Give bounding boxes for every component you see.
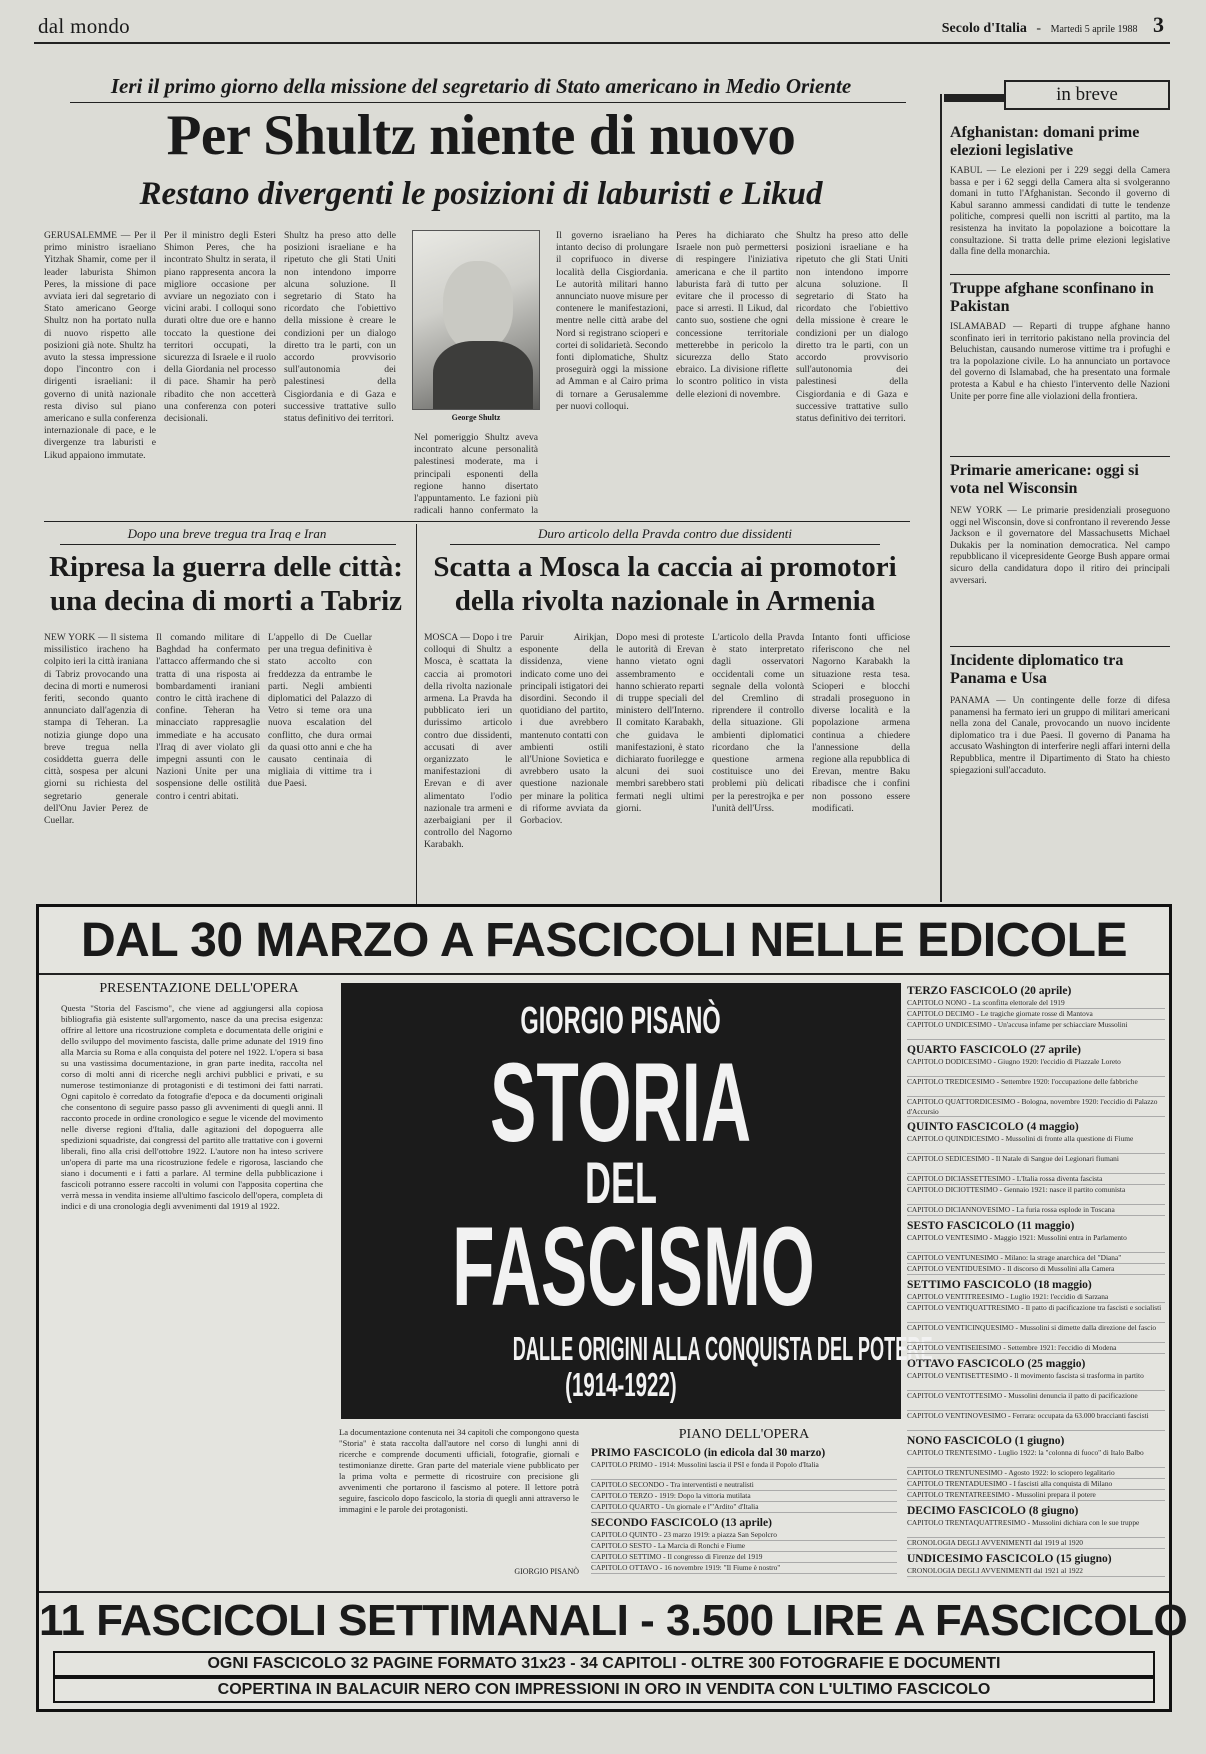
lead-headline: Per Shultz niente di nuovo	[166, 104, 796, 167]
plan-left-chapter-0-1: CAPITOLO SECONDO - Tra interventisti e neutralisti	[591, 1480, 897, 1491]
plan-left-chapter-0-2: CAPITOLO TERZO - 1919: Dopo la vittoria mutilata	[591, 1491, 897, 1502]
plan-left-column	[591, 1443, 897, 1583]
plan-right-column	[907, 981, 1165, 1585]
lead-col-7: Shultz ha preso atto delle posizioni israeliane e ha ripetuto che gli Stati Uniti non intendono imporre alcuna soluzione. Il segretario di Stato ha ricordato che l'obiettivo della missione è creare le condizioni per un dialogo diretto tra le parti, con un accordo provvisorio sull'autonomia dei palestinesi della Cisgiordania e di Gaza e successive trattative sullo status definitivo dei territori.	[796, 230, 908, 425]
plan-right-chapter-0-1: CAPITOLO DECIMO - Le tragiche giornate rosse di Mantova	[907, 1009, 1165, 1020]
plan-right-fascicle-4-head: SETTIMO FASCICOLO (18 maggio)	[907, 1279, 1092, 1291]
mosca-headline-line-2: della rivolta nazionale in Armenia	[454, 585, 876, 617]
mosca-col-5: Intanto fonti ufficiose riferiscono che nel Nagorno Karabakh la situazione resta tesa. Scioperi e blocchi stradali proseguono in diverse località e la popolazione armena continua a chiedere l'annessione della regione alla repubblica di Erevan, mentre Baku ribadisce che i confini non possono essere modificati.	[812, 632, 910, 814]
plan-right-chapter-5-0: CAPITOLO VENTISETTESIMO - Il movimento fascista si trasforma in partito	[907, 1371, 1165, 1391]
plan-right-fascicle-3-head: SESTO FASCICOLO (11 maggio)	[907, 1220, 1075, 1232]
briefs-title-box	[1004, 80, 1170, 110]
iraq-kicker-rule	[60, 544, 396, 545]
iraq-headline-line-1: Ripresa la guerra delle città:	[49, 551, 403, 583]
plan-right-fascicle-8-head: UNDICESIMO FASCICOLO (15 giugno)	[907, 1553, 1112, 1565]
plan-right-chapter-2-3: CAPITOLO DICIOTTESIMO - Gennaio 1921: nasce il partito comunista	[907, 1185, 1165, 1205]
plan-right-chapter-3-0: CAPITOLO VENTESIMO - Maggio 1921: Mussolini entra in Parlamento	[907, 1233, 1165, 1253]
book-title-3: FASCISMO	[452, 1204, 815, 1329]
brief-rule-1	[950, 274, 1170, 275]
plan-left-chapter-0-0: CAPITOLO PRIMO - 1914: Mussolini lascia il PSI e fonda il Popolo d'Italia	[591, 1460, 897, 1480]
plan-right-chapter-2-0: CAPITOLO QUINDICESIMO - Mussolini di fronte alla questione di Fiume	[907, 1134, 1165, 1154]
shultz-photo	[412, 230, 540, 410]
book-title-1: STORIA	[490, 1040, 752, 1165]
brief-1-head: Afghanistan: domani prime elezioni legislative	[950, 124, 1140, 159]
book-title-2: DEL	[585, 1151, 657, 1216]
iraq-headline-line-2: una decina di morti a Tabriz	[49, 585, 403, 617]
plan-right-fascicle-7-head: DECIMO FASCICOLO (8 giugno)	[907, 1505, 1079, 1517]
plan-right-chapter-4-2: CAPITOLO VENTICINQUESIMO - Mussolini si dimette dalla direzione del fascio	[907, 1323, 1165, 1343]
mosca-col-2: Paruir Airikjan, esponente della dissidenza, viene indicato come uno dei principali istigatori dei disordini. Secondo il quotidiano del partito, i due avrebbero mantenuto contatti con ambienti ostili all'Unione Sovietica e avrebbero usato la questione nazionale per minare la politica di riforme avviata da Gorbaciov.	[520, 632, 608, 827]
plan-left-fascicle-0-head: PRIMO FASCICOLO (in edicola dal 30 marzo)	[591, 1447, 826, 1459]
ad-bottom-rule	[39, 1591, 1169, 1593]
lead-col-2: Per il ministro degli Esteri Shimon Peres, che ha incontrato Shultz in serata, il piano rappresenta ancora la migliore occasione per avviare un negoziato con i vicini arabi. I colloqui sono durati oltre due ore e hanno toccato la questione dei territori occupati, la sicurezza di Israele e il ruolo della Giordania nel processo di pace. Shamir ha però ribadito che non accetterà una conferenza con poteri decisionali.	[164, 230, 276, 425]
brief-3-head: Primarie americane: oggi si vota nel Wisconsin	[950, 462, 1139, 497]
plan-right-chapter-4-1: CAPITOLO VENTIQUATTRESIMO - Il patto di pacificazione tra fascisti e socialisti	[907, 1303, 1165, 1323]
brief-rule-2	[950, 456, 1170, 457]
mosca-kicker: Duro articolo della Pravda contro due dissidenti	[538, 526, 792, 541]
plan-left-chapter-1-1: CAPITOLO SESTO - La Marcia di Ronchi e Fiume	[591, 1541, 897, 1552]
advertisement	[36, 904, 1188, 1712]
ad-note-signature: GIORGIO PISANÒ	[514, 1567, 579, 1576]
mosca-col-3: Dopo mesi di proteste le autorità di Erevan hanno vietato ogni assembramento e hanno schierato reparti di truppe speciali del ministero dell'Interno. Il comitato Karabakh, che guidava le manifestazioni, è stato dichiarato fuorilegge e alcuni dei suoi membri sarebbero stati fermati negli ultimi giorni.	[616, 632, 704, 814]
ad-note-text: La documentazione contenuta nei 34 capitoli che compongono questa "Storia" è stata raccolta dall'autore nel corso di lunghi anni di ricerche e comprende documenti ufficiali, fotografie, giornali e testimonianze dirette. Gran parte del materiale viene pubblicato per la prima volta e permette di ricostruire con precisione gli avvenimenti che portarono il fascismo al potere. Il lettore potrà seguire, fascicolo dopo fascicolo, la storia di quegli anni attraverso le immagini e le parole dei protagonisti.	[339, 1427, 579, 1514]
paper-name: Secolo d'Italia	[941, 21, 1027, 36]
plan-right-fascicle-6-head: NONO FASCICOLO (1 giugno)	[907, 1435, 1065, 1447]
brief-2-head: Truppe afghane sconfinano in Pakistan	[950, 280, 1154, 315]
mosca-kicker-rule	[450, 544, 880, 545]
page-number: 3	[1153, 12, 1164, 37]
plan-right-chapter-1-1: CAPITOLO TREDICESIMO - Settembre 1920: l'occupazione delle fabbriche	[907, 1077, 1165, 1097]
book-subtitle: DALLE ORIGINI ALLA CONQUISTA DEL POTERE	[512, 1330, 933, 1367]
briefs-title: in breve	[1056, 84, 1118, 105]
plan-right-chapter-6-0: CAPITOLO TRENTESIMO - Luglio 1922: la "colonna di fuoco" di Italo Balbo	[907, 1448, 1165, 1468]
vertical-divider	[416, 524, 417, 904]
mosca-col-1: MOSCA — Dopo i tre colloqui di Shultz a Mosca, è scattata la caccia ai promotori della rivolta nazionale armena. La Pravda ha pubblicato ieri un durissimo articolo contro due dissidenti, accusati di aver organizzato le manifestazioni di Erevan e di aver alimentato l'odio nazionale tra armeni e azerbaigiani per il controllo del Nagorno Karabakh.	[424, 632, 512, 851]
plan-right-chapter-6-3: CAPITOLO TRENTATREESIMO - Mussolini prepara il potere	[907, 1490, 1165, 1501]
ad-top-banner: DAL 30 MARZO A FASCICOLI NELLE EDICOLE	[81, 914, 1127, 967]
plan-right-chapter-3-1: CAPITOLO VENTUNESIMO - Milano: la strage anarchica del "Diana"	[907, 1253, 1165, 1264]
brief-2-text: ISLAMABAD — Reparti di truppe afghane hanno sconfinato ieri in territorio pakistano nella provincia del Beluchistan, causando numerose vittime tra i profughi e tra la popolazione civile. Lo ha annunciato un portavoce del governo di Islamabad, che ha presentato una formale protesta a Kabul e ha chiesto l'intervento delle Nazioni Unite per porre fine alle violazioni della frontiera.	[950, 322, 1170, 402]
plan-right-chapter-6-2: CAPITOLO TRENTADUESIMO - I fascisti alla conquista di Milano	[907, 1479, 1165, 1490]
plan-right-chapter-0-0: CAPITOLO NONO - La sconfitta elettorale del 1919	[907, 998, 1165, 1009]
mosca-headline-line-1: Scatta a Mosca la caccia ai promotori	[433, 551, 897, 583]
plan-right-chapter-1-0: CAPITOLO DODICESIMO - Giugno 1920: l'eccidio di Piazzale Loreto	[907, 1057, 1165, 1077]
ad-strip-1: OGNI FASCICOLO 32 PAGINE FORMATO 31x23 - 34 CAPITOLI - OLTRE 300 FOTOGRAFIE E DOCUMENTI	[53, 1651, 1155, 1677]
ad-bottom-banner: 11 FASCICOLI SETTIMANALI - 3.500 LIRE A FASCICOLO	[39, 1596, 1188, 1645]
plan-right-chapter-2-1: CAPITOLO SEDICESIMO - Il Natale di Sangue dei Legionari fiumani	[907, 1154, 1165, 1174]
presentation-title: PRESENTAZIONE DELL'OPERA	[99, 981, 299, 996]
ad-top-rule	[39, 973, 1169, 975]
presentation-text: Questa "Storia del Fascismo", che viene ad aggiungersi alla copiosa bibliografia già esistente sull'argomento, nasce da una precisa esigenza: offrire al lettore una ricostruzione completa e documentata delle origini e dello sviluppo del movimento fascista, dalle prime adunate del 1919 fino alla Marcia su Roma e alla conquista del potere nel 1922. L'opera si basa su una vastissima documentazione, in gran parte inedita, raccolta nel corso di molti anni di ricerche negli archivi pubblici e privati, e su numerose testimonianze di protagonisti e di testimoni dei fatti narrati. Ogni capitolo è corredato da fotografie d'epoca e da documenti originali che consentono di seguire passo passo gli avvenimenti di quegli anni. Il racconto procede in ordine cronologico e segue le vicende del movimento nelle diverse regioni d'Italia, dalle agitazioni del dopoguerra alle spedizioni squadriste, dai congressi del partito alle trattative con i governi liberali, fino alla crisi dell'ottobre 1922. L'autore non ha inteso scrivere un'opera di parte ma una ricostruzione fedele e rigorosa, lasciando che siano i documenti e i fatti a parlare. Al termine della pubblicazione i fascicoli potranno essere raccolti in volumi con l'apposita copertina che verrà messa in vendita insieme all'ultimo fascicolo dell'opera, completa di indici e di una cronologia degli avvenimenti dal 1919 al 1922.	[61, 1003, 323, 1211]
plan-right-chapter-1-2: CAPITOLO QUATTORDICESIMO - Bologna, novembre 1920: l'eccidio di Palazzo d'Accursio	[907, 1097, 1165, 1117]
plan-right-chapter-5-1: CAPITOLO VENTOTTESIMO - Mussolini denuncia il patto di pacificazione	[907, 1391, 1165, 1411]
plan-left-fascicle-1-head: SECONDO FASCICOLO (13 aprile)	[591, 1517, 772, 1529]
book-years: (1914-1922)	[565, 1366, 677, 1403]
iraq-col-1: NEW YORK — Il sistema missilistico iracheno ha colpito ieri la città iraniana di Tabriz provocando una decina di morti e numerosi feriti, secondo quanto annunciato dall'agenzia di stampa di Teheran. La notizia giunge dopo una breve tregua nella cosiddetta guerra delle città, sospesa per alcuni giorni su richiesta del segretario generale dell'Onu Javier Perez de Cuellar.	[44, 632, 148, 827]
brief-4-head: Incidente diplomatico tra Panama e Usa	[950, 652, 1124, 687]
plan-right-fascicle-1-head: QUARTO FASCICOLO (27 aprile)	[907, 1044, 1081, 1056]
brief-4-text: PANAMA — Un contingente delle forze di difesa panamensi ha fermato ieri un gruppo di militari americani nella zona del Canale, provocando un nuovo incidente diplomatico tra i due Paesi. Il governo di Panama ha accusato Washington di interferire negli affari interni della Repubblica, mentre il Dipartimento di Stato ha chiesto spiegazioni sull'accaduto.	[950, 696, 1170, 776]
plan-right-fascicle-2-head: QUINTO FASCICOLO (4 maggio)	[907, 1121, 1079, 1133]
ad-strip-2: COPERTINA IN BALACUIR NERO CON IMPRESSIONI IN ORO IN VENDITA CON L'ULTIMO FASCICOLO	[53, 1677, 1155, 1703]
plan-left-chapter-0-3: CAPITOLO QUARTO - Un giornale e l'"Ardito" d'Italia	[591, 1502, 897, 1513]
brief-rule-3	[950, 646, 1170, 647]
plan-right-chapter-7-1: CRONOLOGIA DEGLI AVVENIMENTI dal 1919 al 1920	[907, 1538, 1165, 1549]
plan-left-chapter-1-0: CAPITOLO QUINTO - 23 marzo 1919: a piazza San Sepolcro	[591, 1530, 897, 1541]
iraq-col-2: Il comando militare di Baghdad ha confermato l'attacco affermando che si tratta di una risposta ai bombardamenti iraniani contro le città irachene di confine. Teheran ha minacciato rappresaglie immediate e ha accusato l'Iraq di aver violato gli impegni assunti con le Nazioni Unite per una sospensione delle ostilità contro i centri abitati.	[156, 632, 260, 802]
plan-right-chapter-8-0: CRONOLOGIA DEGLI AVVENIMENTI dal 1921 al 1922	[907, 1566, 1165, 1577]
plan-right-fascicle-5-head: OTTAVO FASCICOLO (25 maggio)	[907, 1358, 1086, 1370]
lead-col-1: GERUSALEMME — Per il primo ministro israeliano Yitzhak Shamir, come per il leader laburista Shimon Peres, la missione di pace avviata ieri dal segretario di Stato americano George Shultz non ha portato nulla di nuovo rispetto alle posizioni già note. Shultz ha avuto la stessa impressione dopo l'incontro con i dirigenti israeliani: il governo di unità nazionale resta diviso sul piano americano e sulla conferenza internazionale di pace, e le divergenze tra laburisti e Likud appaiono immutate.	[44, 230, 156, 461]
iraq-kicker: Dopo una breve tregua tra Iraq e Iran	[127, 526, 327, 541]
lead-col-4: Nel pomeriggio Shultz aveva incontrato alcune personalità palestinesi moderate, ma i principali esponenti della regione hanno disertato l'appuntamento. Le fazioni più radicali hanno confermato la	[414, 432, 538, 515]
plan-right-chapter-2-4: CAPITOLO DICIANNOVESIMO - La furia rossa esplode in Toscana	[907, 1205, 1165, 1216]
iraq-col-3: L'appello di De Cuellar per una tregua definitiva è stato accolto con freddezza da entrambe le parti. Negli ambienti diplomatici del Palazzo di Vetro si teme ora una nuova escalation del conflitto, che dura ormai da quasi otto anni e che ha causato centinaia di migliaia di vittime tra i due Paesi.	[268, 632, 372, 790]
plan-title: PIANO DELL'OPERA	[678, 1427, 810, 1442]
book-cover	[341, 983, 933, 1419]
photo-caption: George Shultz	[451, 413, 501, 422]
plan-left-chapter-1-2: CAPITOLO SETTIMO - Il congresso di Firenze del 1919	[591, 1552, 897, 1563]
mosca-col-4: L'articolo della Pravda è stato interpretato dagli osservatori occidentali come un segnale della volontà del Cremlino di riprendere il controllo della situazione. Gli ambienti diplomatici ricordano che la questione armena costituisce uno dei problemi più delicati per la perestrojka e per l'unità dell'Urss.	[712, 632, 804, 814]
lead-subhead: Restano divergenti le posizioni di laburisti e Likud	[139, 176, 823, 212]
plan-right-chapter-3-2: CAPITOLO VENTIDUESIMO - Il discorso di Mussolini alla Camera	[907, 1264, 1165, 1275]
plan-right-chapter-4-3: CAPITOLO VENTISEIESIMO - Settembre 1921: l'eccidio di Modena	[907, 1343, 1165, 1354]
plan-left-chapter-1-3: CAPITOLO OTTAVO - 16 novembre 1919: "Il Fiume è nostro"	[591, 1563, 897, 1574]
plan-right-chapter-4-0: CAPITOLO VENTITREESIMO - Luglio 1921: l'eccidio di Sarzana	[907, 1292, 1165, 1303]
section-label: dal mondo	[38, 14, 130, 38]
plan-right-chapter-7-0: CAPITOLO TRENTAQUATTRESIMO - Mussolini dichiara con le sue truppe	[907, 1518, 1165, 1538]
lead-col-3: Shultz ha preso atto delle posizioni israeliane e ha ripetuto che gli Stati Uniti non intendono imporre alcuna soluzione. Il segretario di Stato ha ricordato che l'obiettivo della missione è creare le condizioni per un dialogo diretto tra le parti, con un accordo provvisorio sull'autonomia dei palestinesi della Cisgiordania e di Gaza e successive trattative sullo status definitivo dei territori.	[284, 230, 396, 425]
masthead-info: Secolo d'Italia - Martedì 5 aprile 1988 3	[941, 12, 1164, 37]
plan-right-chapter-0-2: CAPITOLO UNDICESIMO - Un'accusa infame per schiacciare Mussolini	[907, 1020, 1165, 1040]
lead-bottom-rule	[44, 521, 910, 522]
issue-date: Martedì 5 aprile 1988	[1050, 24, 1138, 35]
plan-right-chapter-2-2: CAPITOLO DICIASSETTESIMO - L'Italia rossa diventa fascista	[907, 1174, 1165, 1185]
lead-col-6: Peres ha dichiarato che Israele non può permettersi di respingere l'iniziativa americana e che il partito laburista farà di tutto per evitare che il processo di pace si arresti. Il Likud, dal canto suo, sostiene che ogni concessione territoriale metterebbe in pericolo la sicurezza dello Stato ebraico. La divisione riflette lo scontro politico in vista delle elezioni di novembre.	[676, 230, 788, 400]
plan-right-chapter-5-2: CAPITOLO VENTINOVESIMO - Ferrara: occupata da 63.000 braccianti fascisti	[907, 1411, 1165, 1431]
lead-kicker: Ieri il primo giorno della missione del segretario di Stato americano in Medio Oriente	[110, 74, 852, 98]
kicker-rule	[70, 102, 906, 103]
briefs-title-rule	[944, 94, 1004, 102]
plan-right-chapter-6-1: CAPITOLO TRENTUNESIMO - Agosto 1922: lo sciopero legalitario	[907, 1468, 1165, 1479]
plan-right-fascicle-0-head: TERZO FASCICOLO (20 aprile)	[907, 985, 1072, 997]
brief-3-text: NEW YORK — Le primarie presidenziali proseguono oggi nel Wisconsin, dove si confrontano il reverendo Jesse Jackson e il governatore del Massachusetts Michael Dukakis per la nomination democratica. Nel campo repubblicano il vicepresidente George Bush appare ormai sicuro della candidatura dopo il ritiro dei principali avversari.	[950, 506, 1170, 586]
briefs-vertical-rule	[940, 94, 942, 902]
top-rule	[34, 42, 1170, 44]
brief-1-text: KABUL — Le elezioni per i 229 seggi della Camera bassa e per i 62 seggi della Camera alta si svolgeranno domani in tutto l'Afghanistan. Secondo il governo di Kabul saranno ammessi candidati di tutte le tendenze politiche, compresi quelli non iscritti al partito, ma la resistenza ha invitato la popolazione a boicottare la consultazione. Si tratta delle prime elezioni legislative dalla fine della monarchia.	[950, 166, 1170, 258]
book-author: GIORGIO PISANÒ	[520, 1000, 722, 1042]
lead-col-5: Il governo israeliano ha intanto deciso di prolungare il coprifuoco in diverse località della Cisgiordania. Le autorità militari hanno annunciato nuove misure per contenere le manifestazioni, mentre nelle città arabe del Nord si registrano scioperi e cortei di solidarietà. Secondo fonti diplomatiche, Shultz proseguirà oggi la missione ad Amman e al Cairo prima di tornare a Gerusalemme per nuovi colloqui.	[556, 230, 668, 412]
